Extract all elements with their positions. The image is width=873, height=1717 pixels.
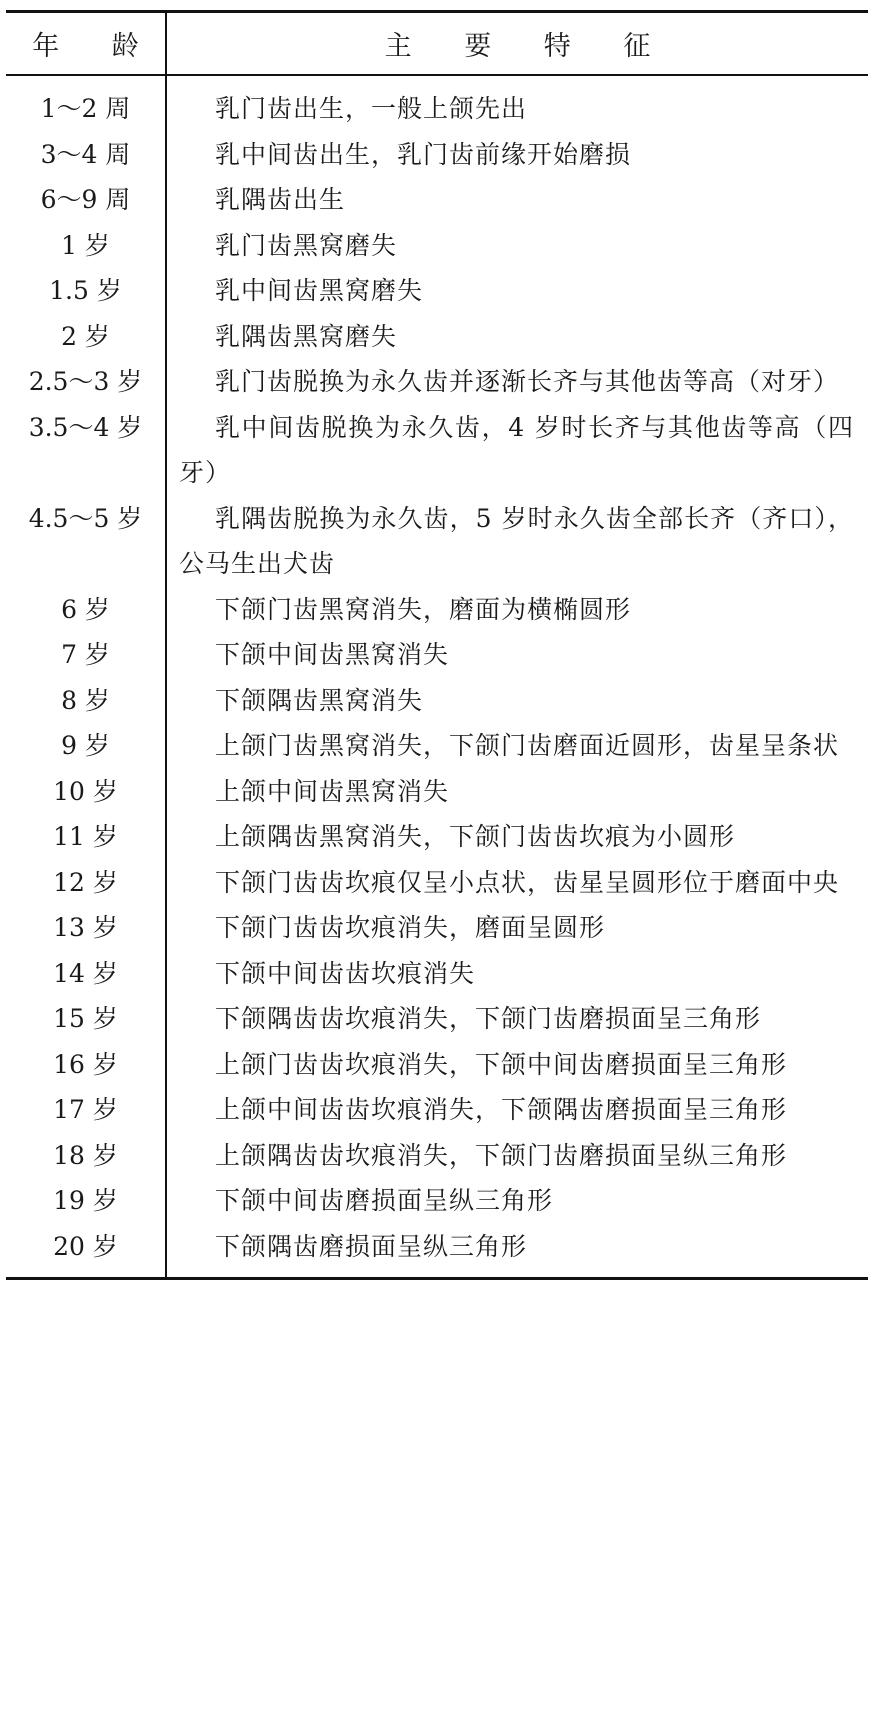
table-row: [6, 860, 868, 906]
table-row: [6, 1133, 868, 1179]
header-features: 主 要 特 征: [384, 31, 673, 62]
age-cell: 1～2 周: [6, 75, 166, 132]
age-cell: 6 岁: [6, 587, 166, 633]
age-cell: 20 岁: [6, 1224, 166, 1279]
age-features-table: [6, 10, 868, 1280]
age-cell: 19 岁: [6, 1178, 166, 1224]
age-cell: 14 岁: [6, 951, 166, 997]
feature-cell: 上颌门齿齿坎痕消失，下颌中间齿磨损面呈三角形: [215, 1049, 788, 1079]
table-row: [6, 223, 868, 269]
table-row: [6, 132, 868, 178]
feature-cell: 上颌隅齿黑窝消失，下颌门齿齿坎痕为小圆形: [215, 822, 736, 851]
age-cell: 6～9 周: [6, 177, 166, 223]
feature-cell: 乳中间齿出生，乳门齿前缘开始磨损: [215, 139, 632, 169]
feature-cell: 上颌中间齿黑窝消失: [215, 776, 450, 806]
feature-cell: 下颌隅齿磨损面呈纵三角形: [215, 1231, 528, 1261]
age-cell: 18 岁: [6, 1133, 166, 1179]
age-cell: 9 岁: [6, 723, 166, 769]
table-row: [6, 268, 868, 314]
age-cell: 16 岁: [6, 1042, 166, 1088]
age-cell: 11 岁: [6, 814, 166, 860]
table-row: [6, 632, 868, 678]
table-row: [6, 314, 868, 360]
feature-cell: 乳隅齿黑窝磨失: [215, 321, 398, 351]
table-row: [6, 814, 868, 860]
age-cell: 12 岁: [6, 860, 166, 906]
feature-cell: 下颌中间齿黑窝消失: [215, 640, 450, 669]
feature-cell: 上颌中间齿齿坎痕消失，下颌隅齿磨损面呈三角形: [215, 1095, 788, 1124]
age-cell: 1.5 岁: [6, 268, 166, 314]
age-cell: 3～4 周: [6, 132, 166, 178]
table-row: [6, 996, 868, 1042]
feature-cell: 下颌门齿齿坎痕仅呈小点状，齿星呈圆形位于磨面中央: [215, 867, 840, 897]
age-cell: 2.5～3 岁: [6, 359, 166, 405]
header-age: 年 龄: [6, 12, 166, 76]
table-row: [6, 1042, 868, 1088]
feature-cell: 乳中间齿脱换为永久齿，4 岁时长齐与其他齿等高（四牙）: [179, 412, 854, 487]
feature-cell: 乳中间齿黑窝磨失: [215, 276, 424, 305]
table-row: [6, 75, 868, 132]
table-row: [6, 723, 868, 769]
table-row: [6, 905, 868, 951]
feature-cell: 乳门齿出生，一般上颌先出: [215, 94, 528, 123]
table-row: [6, 496, 868, 587]
age-cell: 13 岁: [6, 905, 166, 951]
feature-cell: 乳隅齿脱换为永久齿，5 岁时永久齿全部长齐（齐口），公马生出犬齿: [179, 503, 854, 578]
feature-cell: 上颌门齿黑窝消失，下颌门齿磨面近圆形，齿星呈条状: [215, 731, 840, 760]
table-row: [6, 405, 868, 496]
age-cell: 4.5～5 岁: [6, 496, 166, 587]
table-row: [6, 951, 868, 997]
feature-cell: 乳门齿黑窝磨失: [215, 230, 398, 260]
age-cell: 3.5～4 岁: [6, 405, 166, 496]
table-row: [6, 1224, 868, 1279]
table-row: [6, 1178, 868, 1224]
feature-cell: 下颌门齿齿坎痕消失，磨面呈圆形: [215, 913, 606, 942]
age-cell: 2 岁: [6, 314, 166, 360]
table-body: [6, 75, 868, 1279]
feature-cell: 上颌隅齿齿坎痕消失，下颌门齿磨损面呈纵三角形: [215, 1140, 788, 1170]
age-cell: 17 岁: [6, 1087, 166, 1133]
table-row: [6, 177, 868, 223]
table-row: [6, 1087, 868, 1133]
feature-cell: 下颌隅齿齿坎痕消失，下颌门齿磨损面呈三角形: [215, 1004, 762, 1033]
table-row: [6, 769, 868, 815]
feature-cell: 乳门齿脱换为永久齿并逐渐长齐与其他齿等高（对牙）: [215, 367, 840, 396]
document-page: [6, 10, 868, 1280]
feature-cell: 下颌门齿黑窝消失，磨面为横椭圆形: [215, 594, 632, 624]
table-row: [6, 587, 868, 633]
age-cell: 7 岁: [6, 632, 166, 678]
feature-cell: 乳隅齿出生: [215, 185, 346, 214]
feature-cell: 下颌中间齿齿坎痕消失: [215, 958, 476, 988]
age-cell: 1 岁: [6, 223, 166, 269]
feature-cell: 下颌隅齿黑窝消失: [215, 685, 424, 715]
header-row: [6, 12, 868, 76]
table-row: [6, 359, 868, 405]
age-cell: 15 岁: [6, 996, 166, 1042]
table-row: [6, 678, 868, 724]
feature-cell: 下颌中间齿磨损面呈纵三角形: [215, 1186, 554, 1215]
age-cell: 10 岁: [6, 769, 166, 815]
age-cell: 8 岁: [6, 678, 166, 724]
table-header: [6, 12, 868, 76]
